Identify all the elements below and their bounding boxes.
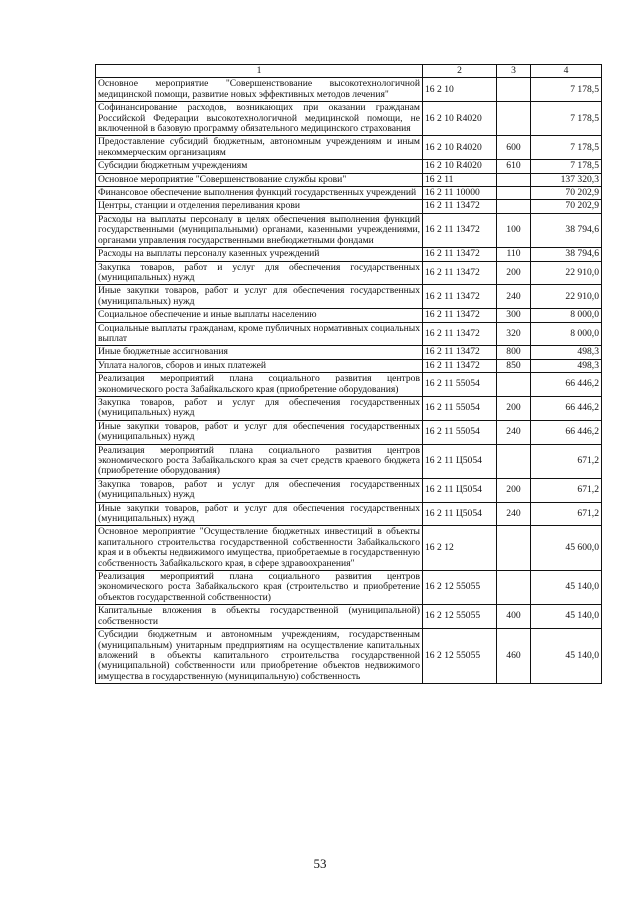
description-cell: Иные бюджетные ассигнования [96, 346, 423, 359]
expense-type-cell [497, 102, 531, 136]
table-row [96, 136, 602, 160]
expense-type-cell [497, 444, 531, 478]
amount-cell: 671,2 [531, 478, 602, 502]
expense-type-cell: 320 [497, 322, 531, 346]
code-cell: 16 2 11 55054 [423, 420, 497, 444]
description-cell: Основное мероприятие "Осуществление бюджетных инвестиций в объекты капитального строительства государственной собственности Забайкальского края и в объекты недвижимого имущества, приобретаемые в государственную собственность Забайкальского края, в сфере здравоохранения" [96, 526, 423, 571]
expense-type-cell [497, 173, 531, 186]
expense-type-cell [497, 78, 531, 102]
amount-cell: 8 000,0 [531, 309, 602, 322]
table-row [96, 346, 602, 359]
expense-type-cell: 460 [497, 629, 531, 684]
description-cell: Социальные выплаты гражданам, кроме публичных нормативных социальных выплат [96, 322, 423, 346]
description-cell: Закупка товаров, работ и услуг для обеспечения государственных (муниципальных) нужд [96, 261, 423, 285]
table-row [96, 248, 602, 261]
code-cell: 16 2 11 55054 [423, 373, 497, 397]
amount-cell: 671,2 [531, 444, 602, 478]
description-cell: Основное мероприятие "Совершенствование службы крови" [96, 173, 423, 186]
expense-type-cell: 600 [497, 136, 531, 160]
expense-type-cell [497, 187, 531, 200]
code-cell: 16 2 11 13472 [423, 309, 497, 322]
code-cell: 16 2 11 10000 [423, 187, 497, 200]
expense-type-cell [497, 571, 531, 605]
amount-cell: 66 446,2 [531, 420, 602, 444]
table-row [96, 187, 602, 200]
table-row [96, 359, 602, 372]
amount-cell: 38 794,6 [531, 248, 602, 261]
code-cell: 16 2 11 13472 [423, 346, 497, 359]
code-cell: 16 2 10 R4020 [423, 160, 497, 173]
code-cell: 16 2 11 13472 [423, 200, 497, 213]
expense-type-cell: 610 [497, 160, 531, 173]
expense-type-cell: 300 [497, 309, 531, 322]
column-header: 1 [96, 65, 423, 78]
code-cell: 16 2 10 [423, 78, 497, 102]
table-row [96, 200, 602, 213]
code-cell: 16 2 11 13472 [423, 285, 497, 309]
amount-cell: 498,3 [531, 359, 602, 372]
expense-type-cell: 200 [497, 478, 531, 502]
description-cell: Реализация мероприятий плана социального развития центров экономического роста Забайкальского края за счет средств краевого бюджета (приобретение оборудования) [96, 444, 423, 478]
expense-type-cell: 240 [497, 502, 531, 526]
amount-cell: 137 320,3 [531, 173, 602, 186]
description-cell: Капитальные вложения в объекты государственной (муниципальной) собственности [96, 605, 423, 629]
description-cell: Иные закупки товаров, работ и услуг для обеспечения государственных (муниципальных) нужд [96, 502, 423, 526]
column-header: 3 [497, 65, 531, 78]
table-row [96, 420, 602, 444]
table-row [96, 309, 602, 322]
table-row [96, 373, 602, 397]
code-cell: 16 2 11 [423, 173, 497, 186]
code-cell: 16 2 12 55055 [423, 629, 497, 684]
table-row [96, 571, 602, 605]
code-cell: 16 2 11 13472 [423, 213, 497, 247]
code-cell: 16 2 10 R4020 [423, 136, 497, 160]
amount-cell: 22 910,0 [531, 285, 602, 309]
code-cell: 16 2 11 Ц5054 [423, 502, 497, 526]
code-cell: 16 2 11 Ц5054 [423, 444, 497, 478]
description-cell: Реализация мероприятий плана социального развития центров экономического роста Забайкальского края (строительство и приобретение объектов государственной собственности) [96, 571, 423, 605]
description-cell: Софинансирование расходов, возникающих при оказании гражданам Российской Федерации высокотехнологичной медицинской помощи, не включенной в базовую программу обязательного медицинского страхования [96, 102, 423, 136]
table-row [96, 502, 602, 526]
description-cell: Расходы на выплаты персоналу в целях обеспечения выполнения функций государственными (муниципальными) органами, казенными учреждениями, органами управления государственными внебюджетными фондами [96, 213, 423, 247]
expense-type-cell: 240 [497, 420, 531, 444]
code-cell: 16 2 11 Ц5054 [423, 478, 497, 502]
column-header: 4 [531, 65, 602, 78]
page-number: 53 [313, 856, 327, 871]
expense-type-cell [497, 200, 531, 213]
code-cell: 16 2 11 13472 [423, 322, 497, 346]
code-cell: 16 2 12 55055 [423, 571, 497, 605]
amount-cell: 66 446,2 [531, 396, 602, 420]
column-header: 2 [423, 65, 497, 78]
amount-cell: 671,2 [531, 502, 602, 526]
description-cell: Закупка товаров, работ и услуг для обеспечения государственных (муниципальных) нужд [96, 396, 423, 420]
table-row [96, 444, 602, 478]
amount-cell: 38 794,6 [531, 213, 602, 247]
description-cell: Расходы на выплаты персоналу казенных учреждений [96, 248, 423, 261]
table-row [96, 213, 602, 247]
expense-type-cell: 100 [497, 213, 531, 247]
table-row [96, 160, 602, 173]
amount-cell: 8 000,0 [531, 322, 602, 346]
table-row [96, 526, 602, 571]
table-row [96, 173, 602, 186]
code-cell: 16 2 10 R4020 [423, 102, 497, 136]
amount-cell: 70 202,9 [531, 200, 602, 213]
amount-cell: 7 178,5 [531, 78, 602, 102]
description-cell: Центры, станции и отделения переливания крови [96, 200, 423, 213]
code-cell: 16 2 11 13472 [423, 359, 497, 372]
description-cell: Финансовое обеспечение выполнения функций государственных учреждений [96, 187, 423, 200]
amount-cell: 22 910,0 [531, 261, 602, 285]
description-cell: Уплата налогов, сборов и иных платежей [96, 359, 423, 372]
expense-type-cell: 200 [497, 261, 531, 285]
amount-cell: 498,3 [531, 346, 602, 359]
amount-cell: 45 140,0 [531, 605, 602, 629]
code-cell: 16 2 11 13472 [423, 248, 497, 261]
amount-cell: 66 446,2 [531, 373, 602, 397]
budget-table [95, 64, 602, 684]
amount-cell: 7 178,5 [531, 102, 602, 136]
expense-type-cell: 110 [497, 248, 531, 261]
table-row [96, 478, 602, 502]
description-cell: Основное мероприятие "Совершенствование высокотехнологичной медицинской помощи, развитие новых эффективных методов лечения" [96, 78, 423, 102]
code-cell: 16 2 12 [423, 526, 497, 571]
expense-type-cell [497, 373, 531, 397]
expense-type-cell [497, 526, 531, 571]
expense-type-cell: 400 [497, 605, 531, 629]
amount-cell: 7 178,5 [531, 136, 602, 160]
expense-type-cell: 240 [497, 285, 531, 309]
code-cell: 16 2 11 55054 [423, 396, 497, 420]
amount-cell: 45 600,0 [531, 526, 602, 571]
amount-cell: 7 178,5 [531, 160, 602, 173]
description-cell: Субсидии бюджетным учреждениям [96, 160, 423, 173]
table-header-row [96, 65, 602, 78]
table-row [96, 322, 602, 346]
table-row [96, 102, 602, 136]
code-cell: 16 2 11 13472 [423, 261, 497, 285]
table-row [96, 261, 602, 285]
description-cell: Предоставление субсидий бюджетным, автономным учреждениям и иным некоммерческим организациям [96, 136, 423, 160]
table-body [96, 78, 602, 684]
description-cell: Закупка товаров, работ и услуг для обеспечения государственных (муниципальных) нужд [96, 478, 423, 502]
amount-cell: 45 140,0 [531, 571, 602, 605]
table-row [96, 285, 602, 309]
amount-cell: 70 202,9 [531, 187, 602, 200]
expense-type-cell: 200 [497, 396, 531, 420]
description-cell: Иные закупки товаров, работ и услуг для обеспечения государственных (муниципальных) нужд [96, 420, 423, 444]
description-cell: Социальное обеспечение и иные выплаты населению [96, 309, 423, 322]
expense-type-cell: 800 [497, 346, 531, 359]
expense-type-cell: 850 [497, 359, 531, 372]
description-cell: Реализация мероприятий плана социального развития центров экономического роста Забайкальского края (приобретение оборудования) [96, 373, 423, 397]
table-row [96, 629, 602, 684]
table-row [96, 605, 602, 629]
table-row [96, 78, 602, 102]
description-cell: Субсидии бюджетным и автономным учреждениям, государственным (муниципальным) унитарным предприятиям на осуществление капитальных вложений в объекты капитального строительства государственной (муниципальной) собственности или приобретение объектов недвижимого имущества в государственную (муниципальную) собственность [96, 629, 423, 684]
code-cell: 16 2 12 55055 [423, 605, 497, 629]
amount-cell: 45 140,0 [531, 629, 602, 684]
table-row [96, 396, 602, 420]
description-cell: Иные закупки товаров, работ и услуг для обеспечения государственных (муниципальных) нужд [96, 285, 423, 309]
